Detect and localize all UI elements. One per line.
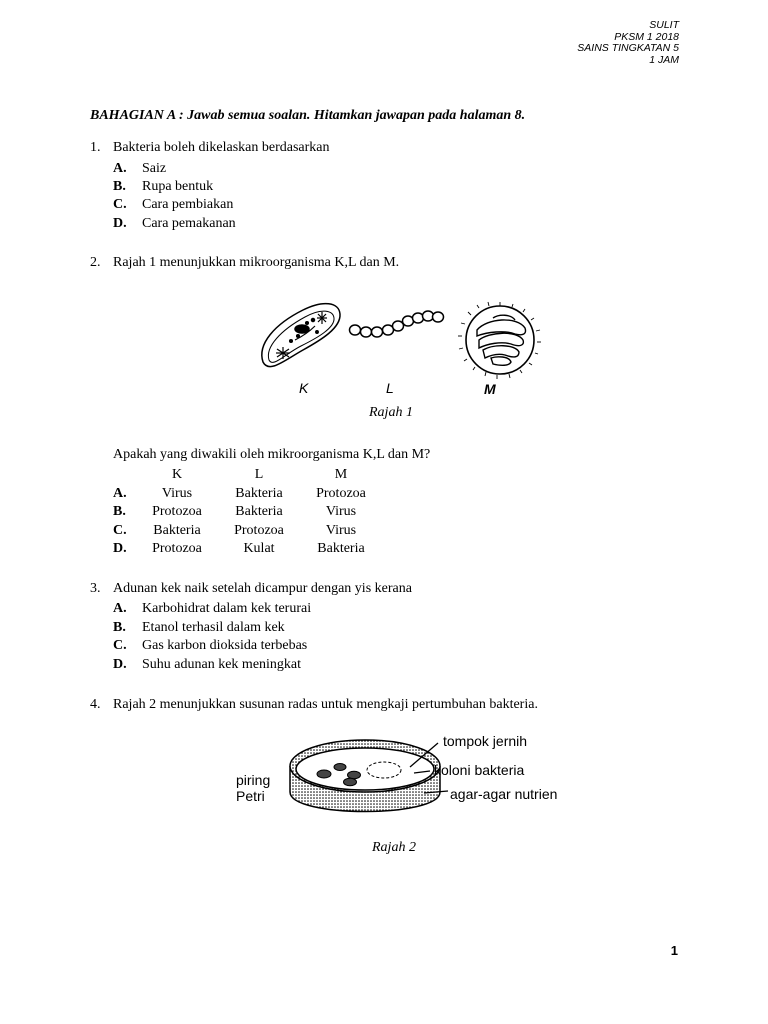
- question-number: 1.: [90, 140, 101, 155]
- option-b: [113, 504, 513, 522]
- column-header-m: M: [334, 467, 348, 482]
- option-d: [113, 215, 236, 233]
- option-letter: D.: [113, 657, 127, 672]
- option-d: [113, 656, 301, 674]
- section-title: BAHAGIAN A : Jawab semua soalan. Hitamkan jawapan pada halaman 8.: [90, 108, 526, 123]
- option-c: [113, 196, 233, 214]
- option-letter: A.: [113, 161, 127, 176]
- column-header-l: L: [254, 467, 264, 482]
- option-cell: Kulat: [243, 541, 275, 556]
- option-a: [113, 486, 513, 504]
- option-cell: Protozoa: [152, 504, 202, 519]
- question-text: Rajah 2 menunjukkan susunan radas untuk mengkaji pertumbuhan bakteria.: [113, 697, 538, 712]
- option-cell: Bakteria: [317, 541, 365, 556]
- answer-table-header: [113, 467, 513, 485]
- column-header-k: K: [171, 467, 183, 482]
- question-2-prompt: Apakah yang diwakili oleh mikroorganisma K,L dan M?: [113, 447, 431, 462]
- question-text: Bakteria boleh dikelaskan berdasarkan: [113, 140, 330, 155]
- header-line-2: PKSM 1 2018: [614, 30, 679, 43]
- header-line-4: 1 JAM: [649, 53, 679, 66]
- option-text: Etanol terhasil dalam kek: [142, 620, 285, 635]
- page-header: [577, 20, 679, 66]
- option-text: Gas karbon dioksida terbebas: [142, 638, 308, 653]
- question-text: Adunan kek naik setelah dicampur dengan yis kerana: [113, 581, 412, 596]
- streptococcus-drawing: [350, 311, 444, 337]
- label-petri-dish-line-2: Petri: [236, 788, 265, 804]
- option-cell: Virus: [325, 523, 357, 538]
- option-cell: Virus: [325, 504, 357, 519]
- option-cell: Bakteria: [153, 523, 201, 538]
- option-cell: Virus: [161, 486, 193, 501]
- option-text: Cara pemakanan: [142, 216, 236, 231]
- option-letter: C.: [113, 523, 127, 538]
- option-letter: B.: [113, 504, 126, 519]
- question-number: 2.: [90, 255, 101, 270]
- option-text: Karbohidrat dalam kek terurai: [142, 601, 312, 616]
- option-text: Saiz: [142, 161, 167, 176]
- option-text: Suhu adunan kek meningkat: [142, 657, 302, 672]
- page-number: 1: [670, 943, 678, 958]
- header-line-1: SULIT: [649, 19, 679, 31]
- option-a: [113, 600, 311, 618]
- figure-1-caption: Rajah 1: [369, 405, 413, 420]
- label-nutrient-agar: agar-agar nutrien: [450, 786, 558, 802]
- spherical-organism-drawing: [458, 302, 541, 379]
- option-letter: B.: [113, 620, 126, 635]
- option-letter: C.: [113, 197, 127, 212]
- option-text: Cara pembiakan: [142, 197, 234, 212]
- option-letter: A.: [113, 486, 127, 501]
- figure-1-label-m: M: [484, 381, 496, 397]
- option-letter: A.: [113, 601, 127, 616]
- figure-2-caption: Rajah 2: [372, 840, 416, 855]
- option-a: [113, 160, 166, 178]
- option-c: [113, 637, 307, 655]
- figure-1-label-k: K: [299, 380, 309, 396]
- option-letter: D.: [113, 541, 127, 556]
- option-c: [113, 523, 513, 541]
- label-petri-dish-line-1: piring: [236, 772, 271, 788]
- question-number: 4.: [90, 697, 101, 712]
- label-clear-patch: tompok jernih: [443, 733, 528, 749]
- option-letter: B.: [113, 179, 126, 194]
- header-line-3: SAINS TINGKATAN 5: [577, 42, 679, 54]
- option-cell: Protozoa: [152, 541, 202, 556]
- option-cell: Bakteria: [235, 486, 283, 501]
- figure-1-label-l: L: [386, 380, 394, 396]
- paramecium-drawing: [262, 304, 340, 367]
- leader-line-agar: [424, 791, 448, 793]
- option-b: [113, 178, 213, 196]
- option-cell: Protozoa: [234, 523, 284, 538]
- question-number: 3.: [90, 581, 101, 596]
- option-text: Rupa bentuk: [142, 179, 214, 194]
- option-letter: C.: [113, 638, 127, 653]
- label-petri-dish: [236, 772, 270, 804]
- option-d: [113, 541, 513, 559]
- option-cell: Protozoa: [316, 486, 366, 501]
- leader-line-colony: [414, 771, 430, 773]
- option-letter: D.: [113, 216, 127, 231]
- label-bacteria-colony: koloni bakteria: [434, 762, 525, 778]
- question-text: Rajah 1 menunjukkan mikroorganisma K,L dan M.: [113, 255, 400, 270]
- option-b: [113, 619, 285, 637]
- option-cell: Bakteria: [235, 504, 283, 519]
